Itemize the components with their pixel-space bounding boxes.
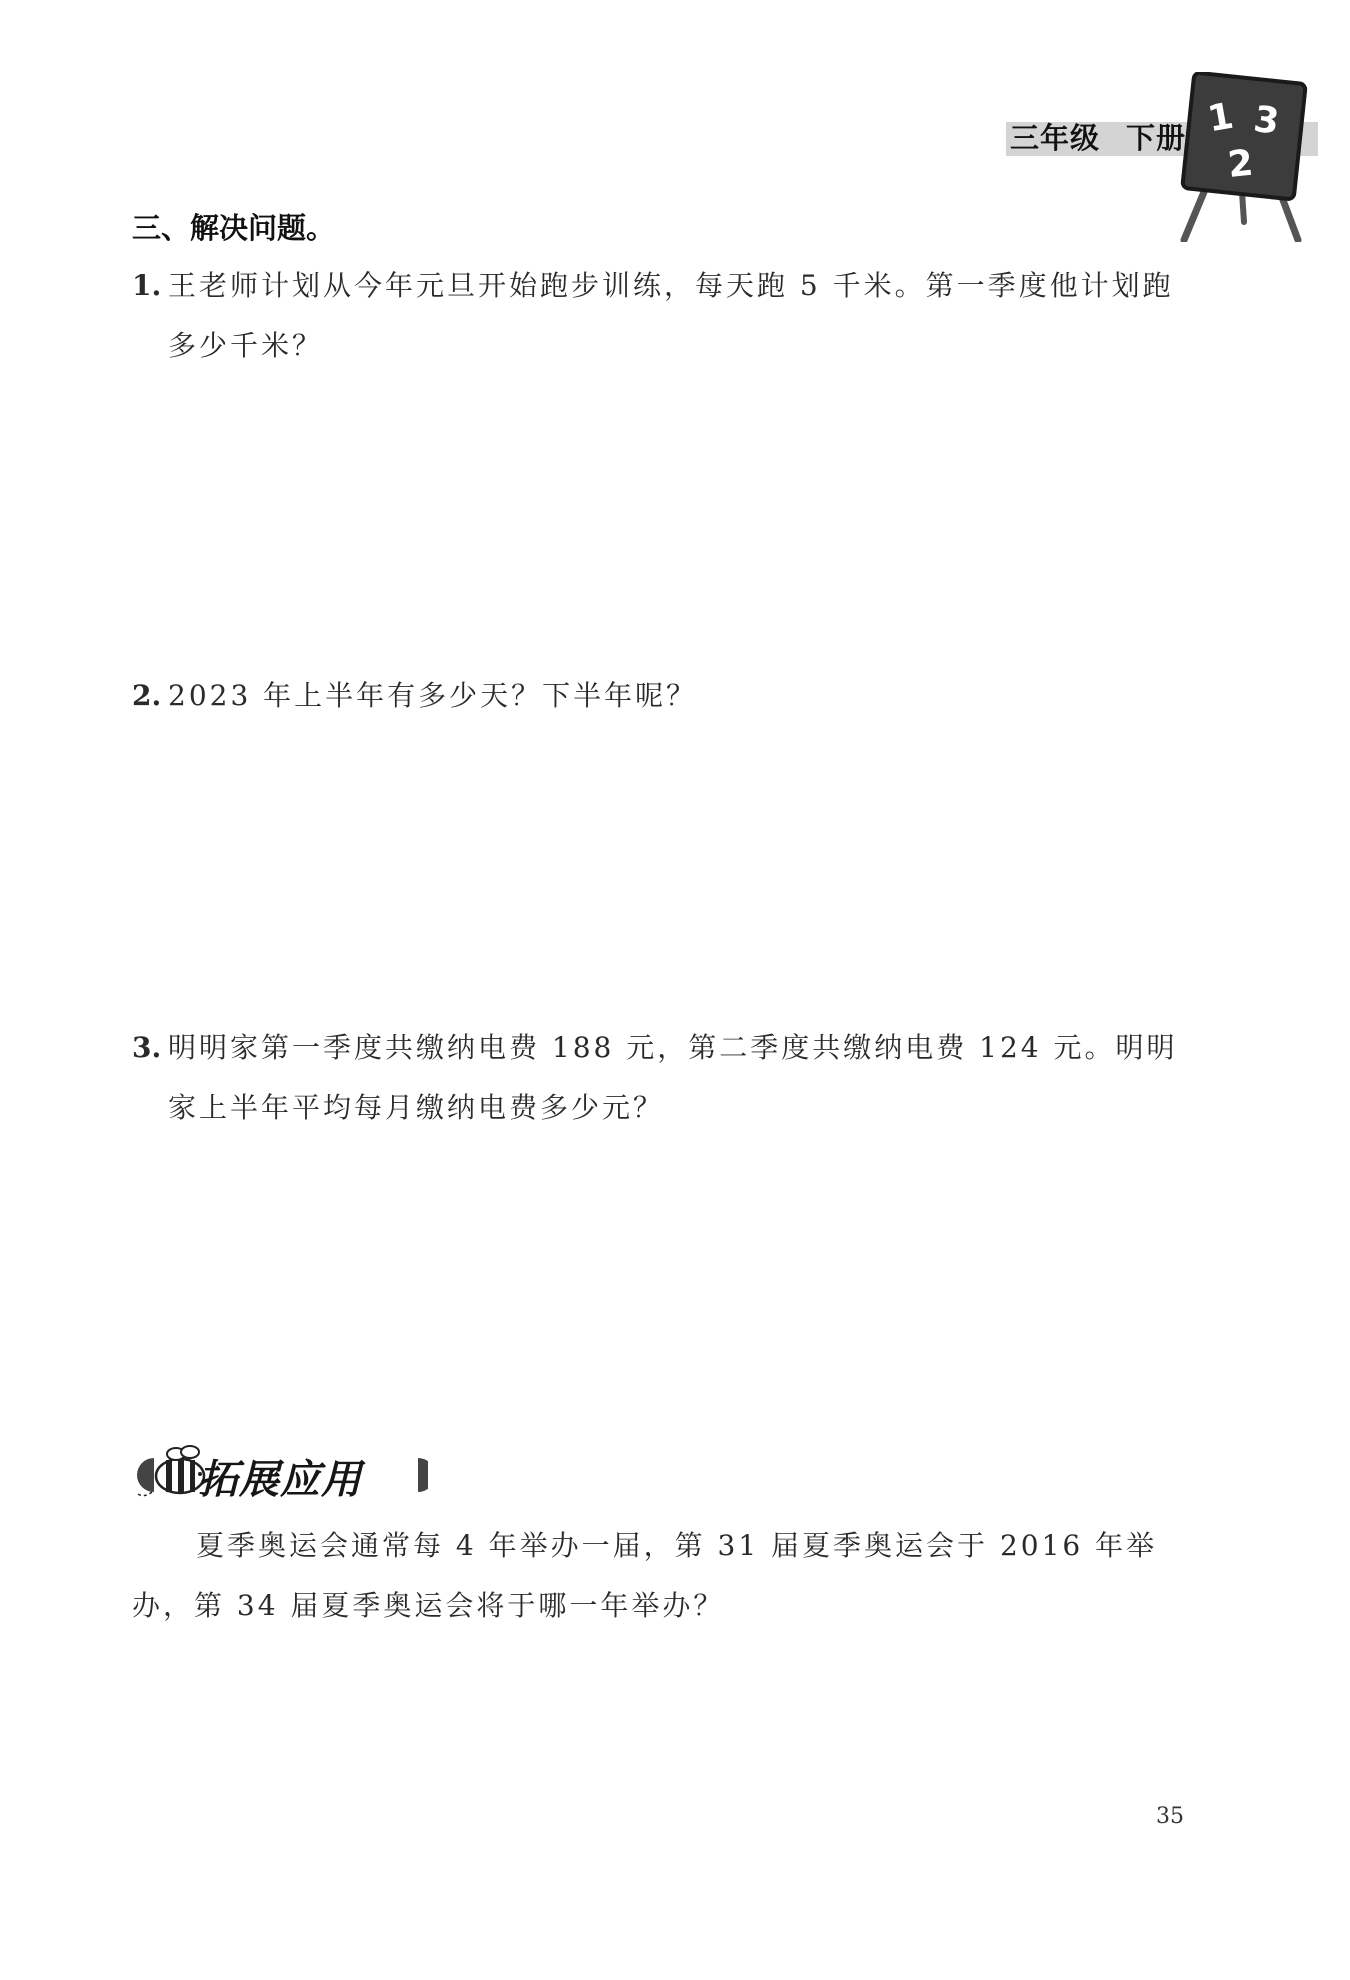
chalkboard-icon <box>1170 72 1322 242</box>
section-heading: 三、解决问题。 <box>132 211 336 245</box>
board-digit-2: 2 <box>1225 142 1256 186</box>
question-1 <box>132 256 1192 376</box>
header-label <box>1010 116 1186 160</box>
board-digit-3: 3 <box>1251 98 1282 143</box>
question-number: 3. <box>132 1031 162 1064</box>
question-text: 明明家第一季度共缴纳电费 188 元，第二季度共缴纳电费 124 元。明明家上半年平均每月缴纳电费多少元？ <box>168 1031 1178 1124</box>
board-digit-1: 1 <box>1204 95 1237 141</box>
volume-label: 下册 <box>1126 121 1187 155</box>
page-number: 35 <box>1156 1804 1184 1829</box>
banner-right-cap <box>418 1458 428 1492</box>
extension-text: 夏季奥运会通常每 4 年举办一届，第 31 届夏季奥运会于 2016 年举办，第 34 届夏季奥运会将于哪一年举办？ <box>132 1529 1158 1622</box>
grade-label: 三年级 <box>1010 121 1101 155</box>
banner-left-cap <box>137 1458 154 1492</box>
question-2 <box>132 666 1192 726</box>
question-text: 王老师计划从今年元旦开始跑步训练，每天跑 5 千米。第一季度他计划跑多少千米？ <box>168 269 1174 362</box>
question-3 <box>132 1018 1192 1138</box>
question-number: 2. <box>132 679 162 712</box>
question-number: 1. <box>132 269 162 302</box>
extension-title: 拓展应用 <box>198 1457 362 1503</box>
question-text: 2023 年上半年有多少天？下半年呢？ <box>168 679 698 712</box>
